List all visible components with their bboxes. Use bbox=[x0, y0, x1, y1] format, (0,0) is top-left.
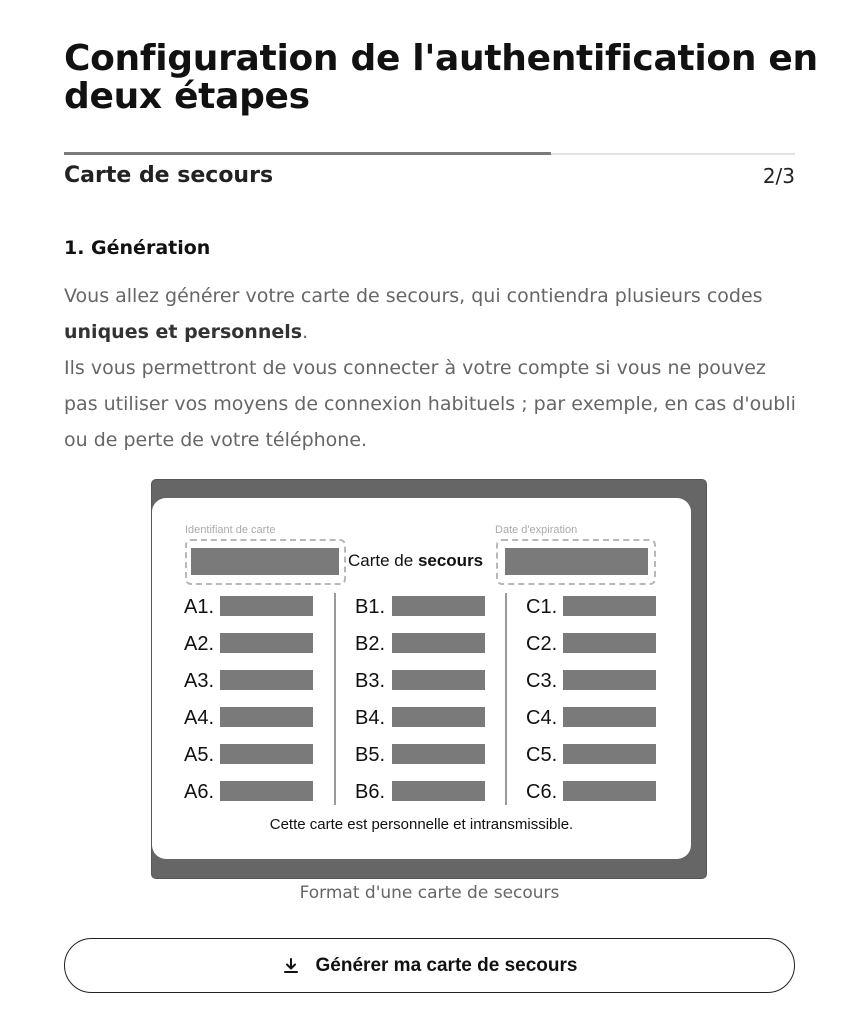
backup-code-redacted bbox=[563, 670, 656, 690]
backup-code-redacted bbox=[392, 781, 485, 801]
backup-code-row bbox=[355, 706, 385, 730]
backup-code-row bbox=[526, 706, 557, 730]
backup-code-redacted bbox=[563, 596, 656, 616]
card-expiry-box bbox=[496, 539, 656, 585]
download-icon bbox=[282, 957, 300, 975]
card-id-label: Identifiant de carte bbox=[185, 524, 276, 536]
backup-code-label: A1. bbox=[184, 596, 215, 618]
backup-code-redacted bbox=[392, 596, 485, 616]
backup-code-row bbox=[184, 632, 214, 656]
step-counter: 2/3 bbox=[762, 164, 795, 188]
generate-backup-card-button[interactable] bbox=[64, 938, 795, 993]
backup-code-label: A4. bbox=[184, 707, 215, 729]
backup-code-row bbox=[526, 595, 557, 619]
backup-code-label: A5. bbox=[184, 744, 215, 766]
backup-code-redacted bbox=[220, 670, 313, 690]
backup-code-label: C3. bbox=[526, 670, 558, 692]
card-id-redacted bbox=[191, 548, 339, 575]
backup-code-redacted bbox=[220, 707, 313, 727]
backup-code-label: B6. bbox=[355, 781, 386, 803]
backup-code-label: C1. bbox=[526, 596, 558, 618]
description-paragraph-1 bbox=[64, 278, 804, 350]
backup-card-illustration bbox=[152, 498, 691, 859]
backup-code-redacted bbox=[220, 744, 313, 764]
backup-code-row bbox=[184, 743, 214, 767]
backup-code-label: C4. bbox=[526, 707, 558, 729]
description-emphasis: uniques et personnels bbox=[64, 321, 303, 343]
card-expiry-redacted bbox=[505, 548, 648, 575]
section-title: 1. Génération bbox=[64, 237, 211, 259]
backup-code-label: C6. bbox=[526, 781, 558, 803]
backup-code-row bbox=[355, 743, 385, 767]
backup-code-redacted bbox=[392, 633, 485, 653]
backup-code-redacted bbox=[220, 596, 313, 616]
backup-code-label: B4. bbox=[355, 707, 386, 729]
backup-code-row bbox=[184, 780, 214, 804]
description-paragraph-2: Ils vous permettront de vous connecter à votre compte si vous ne pouvez pas utiliser vos moyens de connexion habituels ; par exemple, en cas d'oubli ou de perte de votre téléphone. bbox=[64, 357, 796, 451]
backup-code-redacted bbox=[563, 633, 656, 653]
card-footer-note: Cette carte est personnelle et intransmissible. bbox=[269, 816, 574, 833]
backup-code-row bbox=[526, 780, 557, 804]
card-heading-bold: secours bbox=[417, 551, 484, 570]
backup-code-label: A6. bbox=[184, 781, 215, 803]
backup-code-row bbox=[526, 632, 557, 656]
backup-code-redacted bbox=[563, 744, 656, 764]
progress-bar-track bbox=[64, 153, 795, 155]
card-expiry-label: Date d'expiration bbox=[495, 524, 578, 536]
backup-code-label: C5. bbox=[526, 744, 558, 766]
backup-code-label: B2. bbox=[355, 633, 386, 655]
backup-code-row bbox=[355, 632, 385, 656]
column-divider bbox=[505, 593, 507, 805]
backup-code-row bbox=[355, 780, 385, 804]
page-title: Configuration de l'authentification en deux étapes bbox=[64, 38, 818, 117]
step-title: Carte de secours bbox=[64, 163, 274, 188]
backup-code-label: B1. bbox=[355, 596, 386, 618]
description-text: Vous allez générer votre carte de secours, qui contiendra plusieurs codes bbox=[64, 285, 763, 307]
backup-code-row bbox=[355, 669, 385, 693]
column-divider bbox=[334, 593, 336, 805]
backup-code-row bbox=[526, 669, 557, 693]
backup-code-row bbox=[355, 595, 385, 619]
backup-code-label: A2. bbox=[184, 633, 215, 655]
backup-code-redacted bbox=[563, 707, 656, 727]
backup-code-label: A3. bbox=[184, 670, 215, 692]
backup-code-redacted bbox=[392, 744, 485, 764]
generate-button-label: Générer ma carte de secours bbox=[315, 954, 578, 976]
section-description bbox=[64, 278, 804, 458]
backup-code-row bbox=[184, 706, 214, 730]
card-heading-prefix: Carte de bbox=[348, 551, 418, 570]
backup-code-redacted bbox=[392, 670, 485, 690]
backup-code-label: B5. bbox=[355, 744, 386, 766]
backup-code-label: B3. bbox=[355, 670, 386, 692]
backup-code-redacted bbox=[563, 781, 656, 801]
backup-code-row bbox=[526, 743, 557, 767]
card-heading bbox=[348, 551, 483, 571]
backup-code-redacted bbox=[220, 781, 313, 801]
card-id-box bbox=[185, 539, 346, 585]
description-period: . bbox=[302, 321, 309, 343]
progress-bar-fill bbox=[64, 152, 551, 155]
illustration-caption: Format d'une carte de secours bbox=[299, 883, 560, 903]
backup-code-label: C2. bbox=[526, 633, 558, 655]
backup-code-redacted bbox=[392, 707, 485, 727]
backup-code-row bbox=[184, 669, 214, 693]
backup-code-redacted bbox=[220, 633, 313, 653]
backup-code-row bbox=[184, 595, 214, 619]
